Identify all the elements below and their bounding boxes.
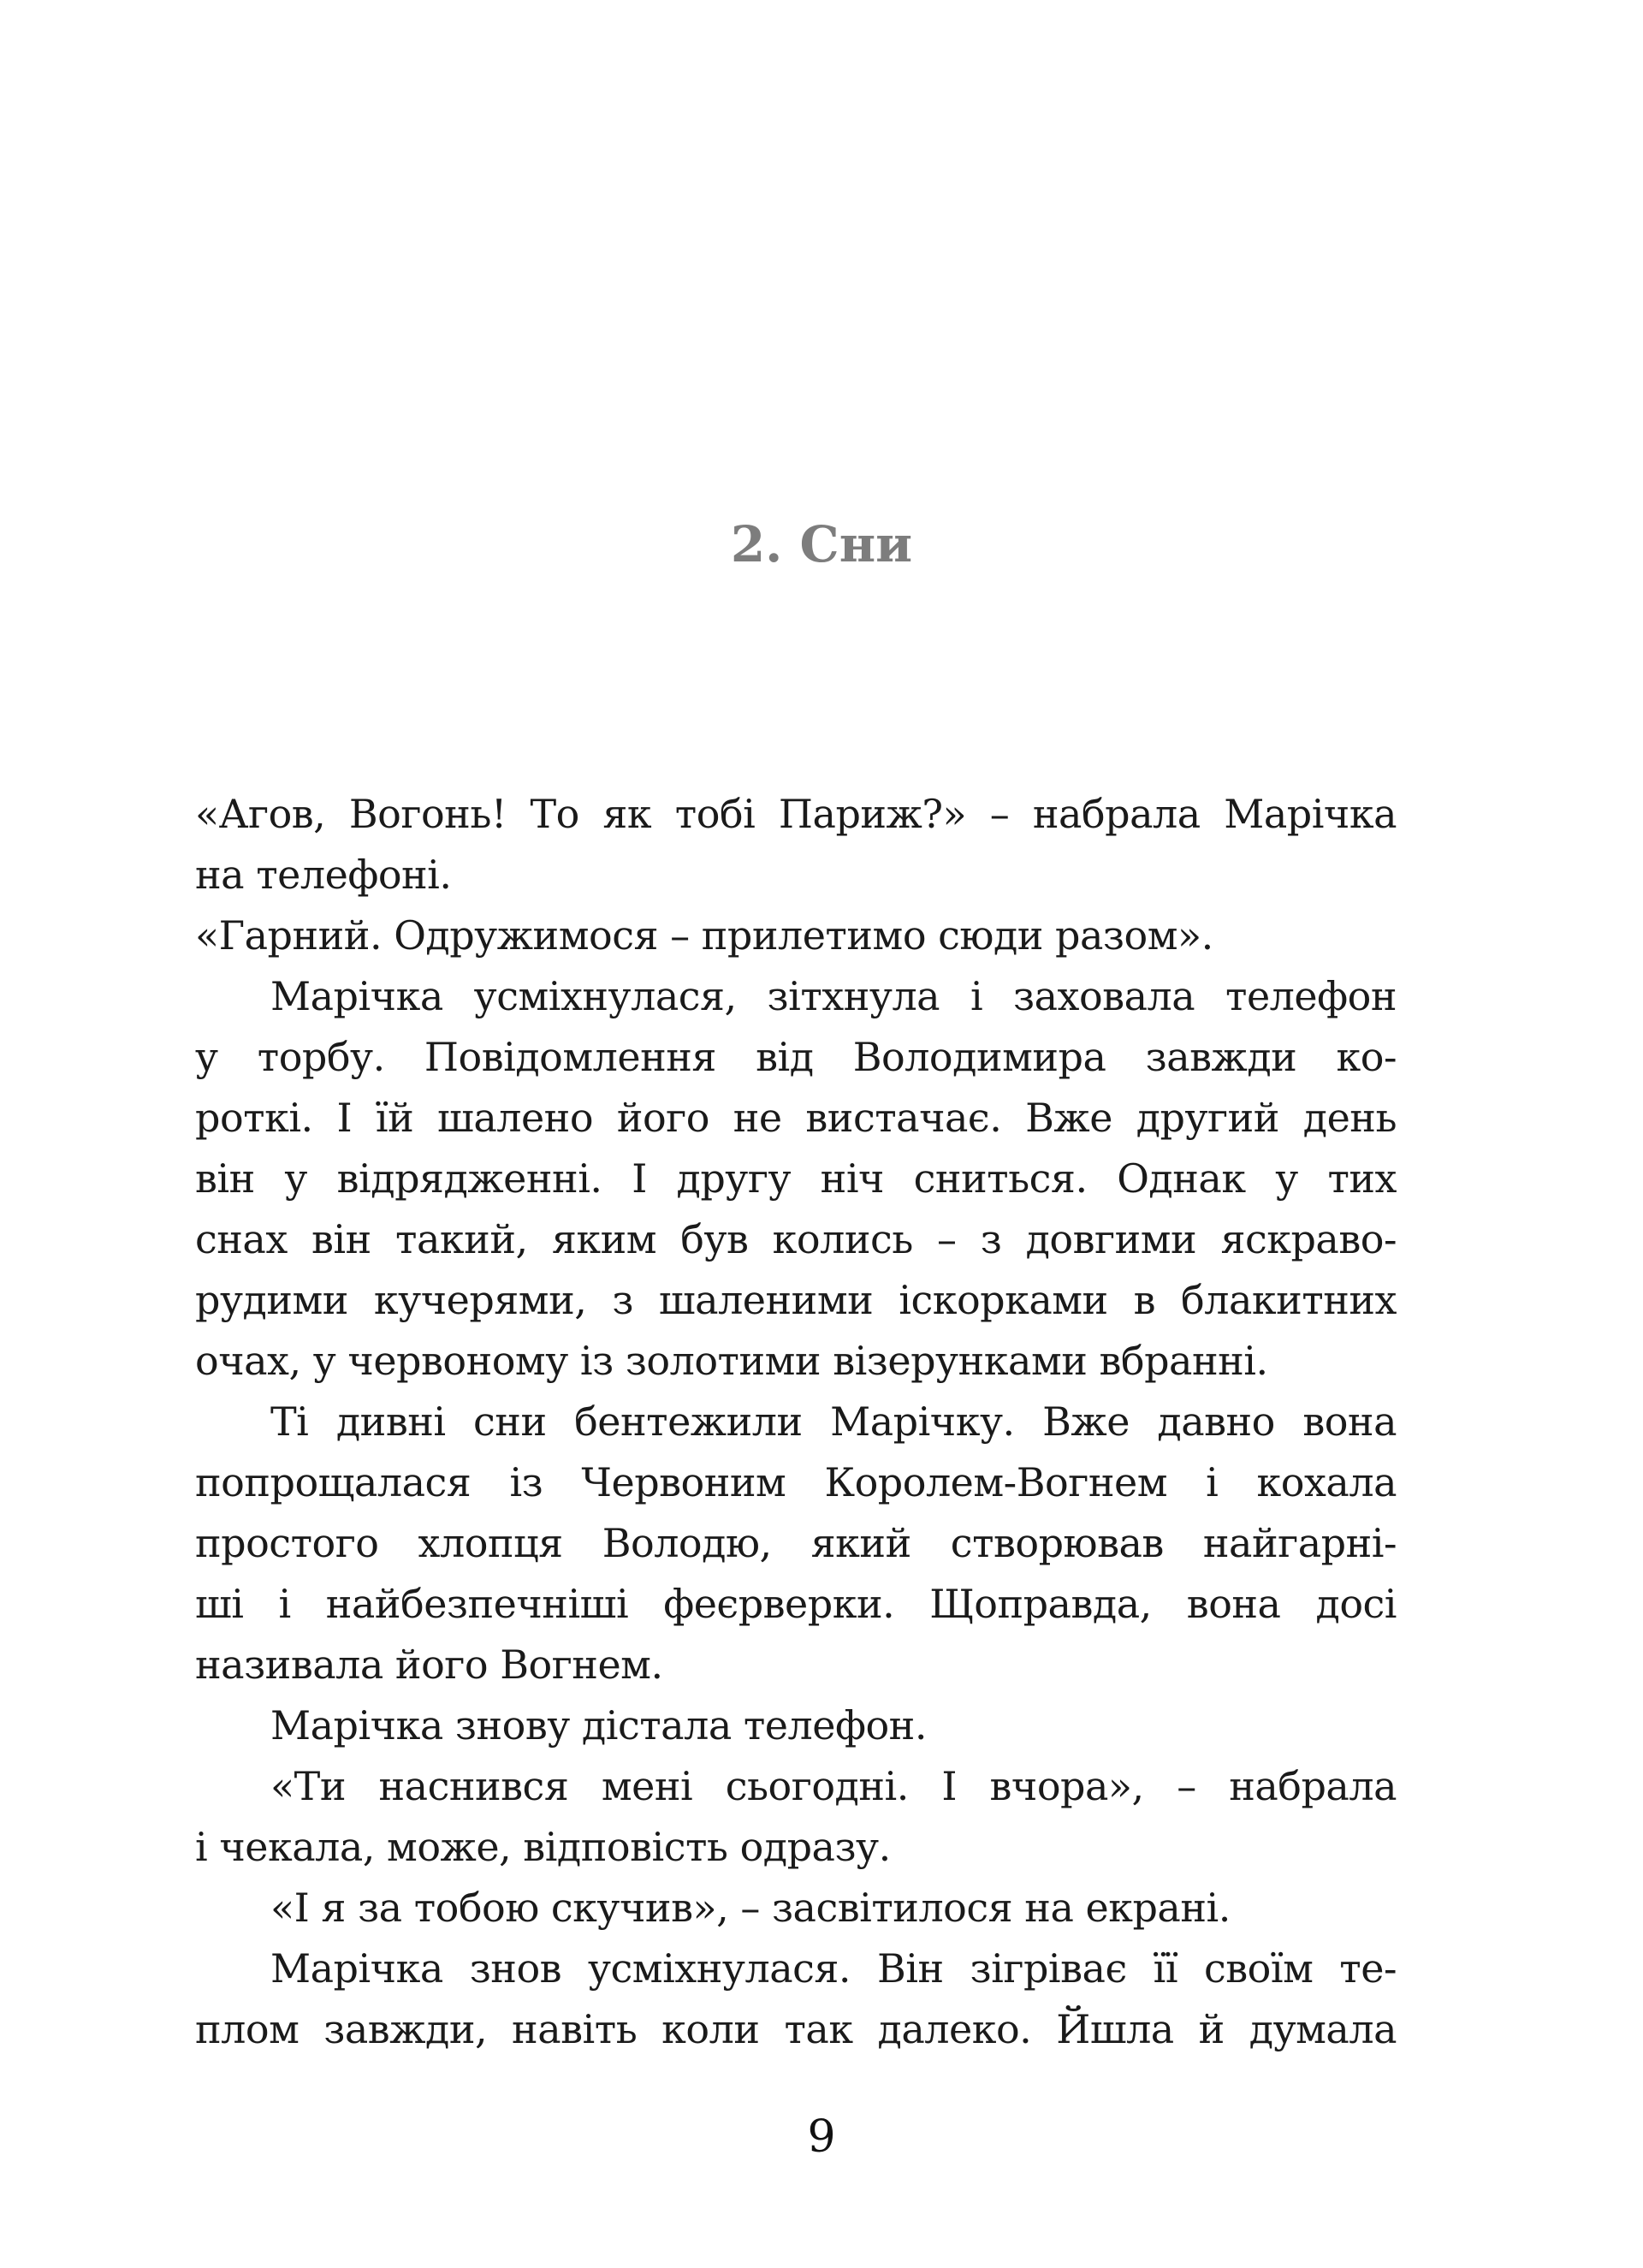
text-line: рудими кучерями, з шаленими іскорками в блакитних — [195, 1277, 1397, 1323]
text-line: «Агов, Вогонь! То як тобі Париж?» – набрала Марічка — [195, 791, 1397, 837]
text-line: Марічка знову дістала телефон. — [270, 1702, 927, 1748]
text-line: плом завжди, навіть коли так далеко. Йшла й думала — [195, 2006, 1397, 2052]
text-line: на телефоні. — [195, 852, 452, 898]
text-line: простого хлопця Володю, який створював найгарні- — [195, 1520, 1397, 1566]
text-line: попрощалася із Червоним Королем-Вогнем і кохала — [195, 1459, 1397, 1505]
text-line: називала його Вогнем. — [195, 1642, 663, 1688]
text-line: «Ти наснився мені сьогодні. І вчора», – набрала — [270, 1763, 1397, 1809]
text-line: і чекала, може, відповість одразу. — [195, 1824, 891, 1870]
chapter-title: 2. Сни — [730, 515, 913, 573]
page-number: 9 — [807, 2111, 836, 2163]
text-line: «І я за тобою скучив», – засвітилося на екрані. — [270, 1885, 1231, 1931]
text-line: роткі. І їй шалено його не вистачає. Вже другий день — [195, 1095, 1397, 1141]
text-line: ші і найбезпечніші феєрверки. Щоправда, вона досі — [195, 1581, 1397, 1627]
text-line: Ті дивні сни бентежили Марічку. Вже давно вона — [270, 1398, 1397, 1445]
text-line: він у відрядженні. І другу ніч сниться. Однак у тих — [195, 1155, 1397, 1202]
text-line: Марічка знов усміхнулася. Він зігріває її своїм те- — [270, 1945, 1397, 1992]
text-line: снах він такий, яким був колись – з довгими яскраво- — [195, 1216, 1397, 1262]
text-line: у торбу. Повідомлення від Володимира завжди ко- — [195, 1034, 1397, 1080]
text-line: «Гарний. Одружимося – прилетимо сюди разом». — [195, 912, 1213, 959]
body-text — [195, 784, 1397, 2060]
text-line: Марічка усміхнулася, зітхнула і заховала телефон — [270, 973, 1397, 1019]
text-line: очах, у червоному із золотими візерунками вбранні. — [195, 1338, 1268, 1384]
